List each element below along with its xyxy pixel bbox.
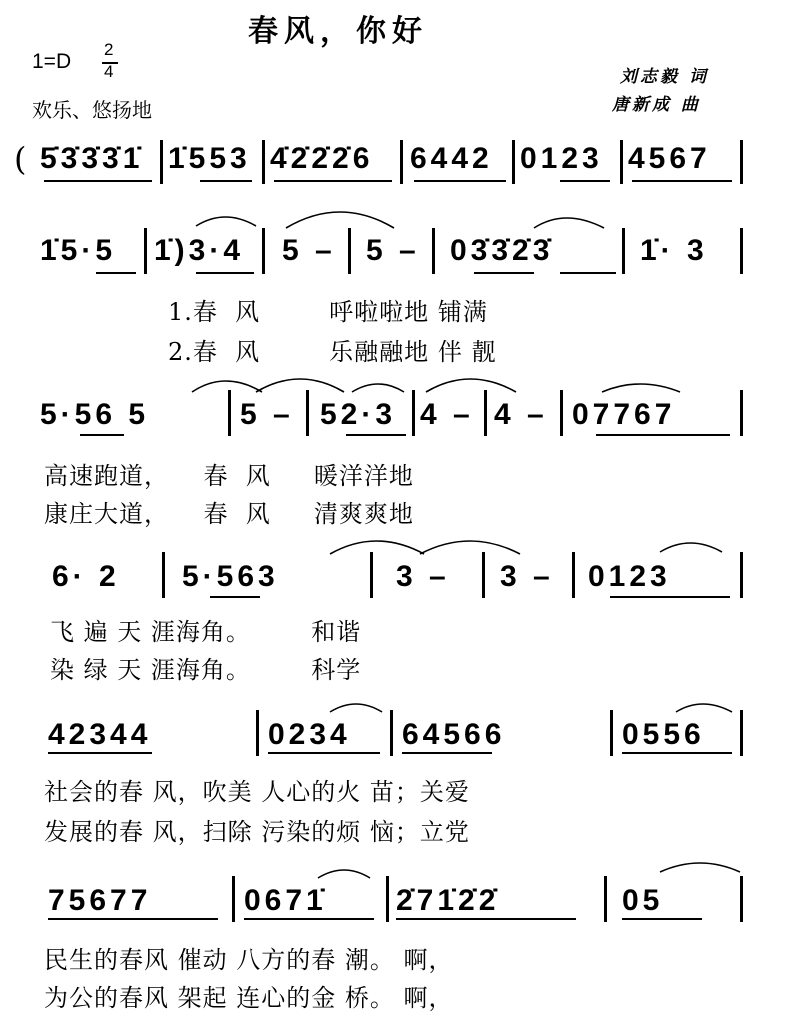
slur: [420, 541, 520, 554]
barline: [256, 710, 259, 756]
slur: [602, 384, 680, 392]
lyricist-credit: 刘志毅 词: [620, 67, 709, 87]
beam-underline: [632, 180, 732, 182]
measure: 05: [622, 884, 664, 917]
measure: 03̇3̇2̇3̇: [450, 234, 554, 267]
barline: [572, 552, 575, 598]
slur: [660, 863, 740, 872]
barline: [386, 876, 389, 922]
lyric-verse-1: 社会的春 风，吹美 人心的火 苗；关爱: [44, 778, 470, 806]
measure: 1̇)3·4: [154, 234, 245, 267]
barline: [232, 876, 235, 922]
beam-underline: [346, 434, 406, 436]
lyric-verse-2: 2.春 风 乐融融地 伴 靓: [168, 338, 497, 366]
measure: 5 –: [366, 234, 420, 267]
barline: [740, 552, 743, 598]
barline: [620, 140, 623, 184]
composer-credit: 唐新成 曲: [612, 95, 701, 115]
beam-underline: [196, 272, 254, 274]
beam-underline: [44, 180, 152, 182]
lyric-verse-1: 民生的春风 催动 八方的春 潮。 啊，: [44, 946, 454, 974]
measure: 52·3: [320, 398, 397, 431]
lyric-verse-1: 飞 遍 天 涯海角。 和谐: [50, 618, 362, 646]
beam-underline: [48, 752, 152, 754]
beam-underline: [200, 180, 252, 182]
barline: [228, 390, 231, 436]
measure: 5·56 5: [40, 398, 150, 431]
barline: [740, 876, 743, 922]
measure: 0123: [588, 560, 671, 593]
barline: [604, 876, 607, 922]
intro-measure: 6442: [410, 142, 493, 175]
measure: 0556: [622, 718, 705, 751]
intro-measure: 5̇3̇3̇3̇1̇: [40, 142, 144, 175]
beam-underline: [268, 752, 380, 754]
lyric-verse-2: 康庄大道， 春 风 清爽爽地: [44, 500, 414, 528]
barline: [144, 228, 147, 274]
measure: 4 –: [420, 398, 474, 431]
barline: [370, 552, 373, 598]
barline: [740, 710, 743, 756]
beam-underline: [402, 752, 492, 754]
barline: [262, 228, 265, 274]
barline: [560, 390, 563, 436]
barline: [162, 552, 165, 598]
beam-underline: [274, 180, 392, 182]
measure: 0671̇: [244, 884, 327, 917]
intro-measure: 4̇2̇2̇2̇6: [270, 142, 374, 175]
barline: [348, 228, 351, 274]
lyric-verse-2: 发展的春 风，扫除 污染的烦 恼；立党: [44, 818, 470, 846]
slur: [660, 543, 722, 552]
barline: [740, 140, 743, 184]
barline: [482, 552, 485, 598]
beam-underline: [396, 918, 576, 920]
beam-underline: [244, 918, 374, 920]
measure: 5 –: [240, 398, 294, 431]
slur: [330, 541, 424, 554]
barline: [512, 140, 515, 184]
lyric-verse-2: 染 绿 天 涯海角。 科学: [50, 656, 362, 684]
barline: [160, 140, 163, 184]
measure: 0234: [268, 718, 351, 751]
measure: 64566: [402, 718, 506, 751]
intro-measure: 1̇553: [168, 142, 251, 175]
slur: [352, 384, 404, 392]
barline: [390, 710, 393, 756]
barline: [610, 710, 613, 756]
beam-underline: [622, 918, 702, 920]
lyric-verse-1: 高速跑道， 春 风 暖洋洋地: [44, 462, 414, 490]
barline: [740, 228, 743, 274]
lyric-verse-2: 为公的春风 架起 连心的金 桥。 啊，: [44, 984, 454, 1012]
barline: [484, 390, 487, 436]
barline: [412, 390, 415, 436]
barline: [740, 390, 743, 436]
song-title: 春风，你好: [248, 14, 428, 49]
beam-underline: [610, 596, 730, 598]
beam-underline: [414, 180, 506, 182]
beam-underline: [622, 752, 732, 754]
beam-underline: [48, 918, 218, 920]
slur: [330, 704, 382, 712]
measure: 07767: [572, 398, 676, 431]
measure: 3 –: [396, 560, 450, 593]
beam-underline: [474, 272, 534, 274]
barline: [306, 390, 309, 436]
slur: [196, 217, 256, 226]
measure: 1̇5·5: [40, 234, 117, 267]
slur: [192, 381, 262, 392]
measure: 2̇71̇2̇2̇: [396, 884, 500, 917]
barline: [622, 228, 625, 274]
intro-measure: 4567: [628, 142, 711, 175]
beam-underline: [596, 434, 730, 436]
time-signature-top: 2: [104, 40, 114, 59]
intro-measure: 0123: [520, 142, 603, 175]
beam-underline: [560, 272, 616, 274]
slur: [426, 379, 516, 392]
slur: [286, 212, 394, 228]
measure: 3 –: [500, 560, 554, 593]
lyric-verse-1: 1.春 风 呼啦啦地 铺满: [168, 298, 488, 326]
barline: [262, 140, 265, 184]
barline: [400, 140, 403, 184]
key-signature: 1=D: [32, 50, 72, 73]
tempo-marking: 欢乐、悠扬地: [32, 98, 152, 122]
slur: [534, 218, 604, 228]
beam-underline: [210, 596, 260, 598]
beam-underline: [96, 272, 136, 274]
beam-underline: [560, 180, 610, 182]
measure: 5 –: [282, 234, 336, 267]
barline: [432, 228, 435, 274]
slur: [676, 704, 732, 712]
measure: 5·563: [182, 560, 279, 593]
measure: 42344: [48, 718, 152, 751]
measure: 1̇· 3: [640, 234, 708, 267]
time-signature-bottom: 4: [104, 62, 114, 81]
slur: [256, 379, 344, 392]
slur: [318, 870, 370, 878]
measure: 6· 2: [52, 560, 120, 593]
intro-paren: (: [14, 140, 27, 178]
measure: 4 –: [494, 398, 548, 431]
beam-underline: [80, 434, 124, 436]
measure: 75677: [48, 884, 152, 917]
